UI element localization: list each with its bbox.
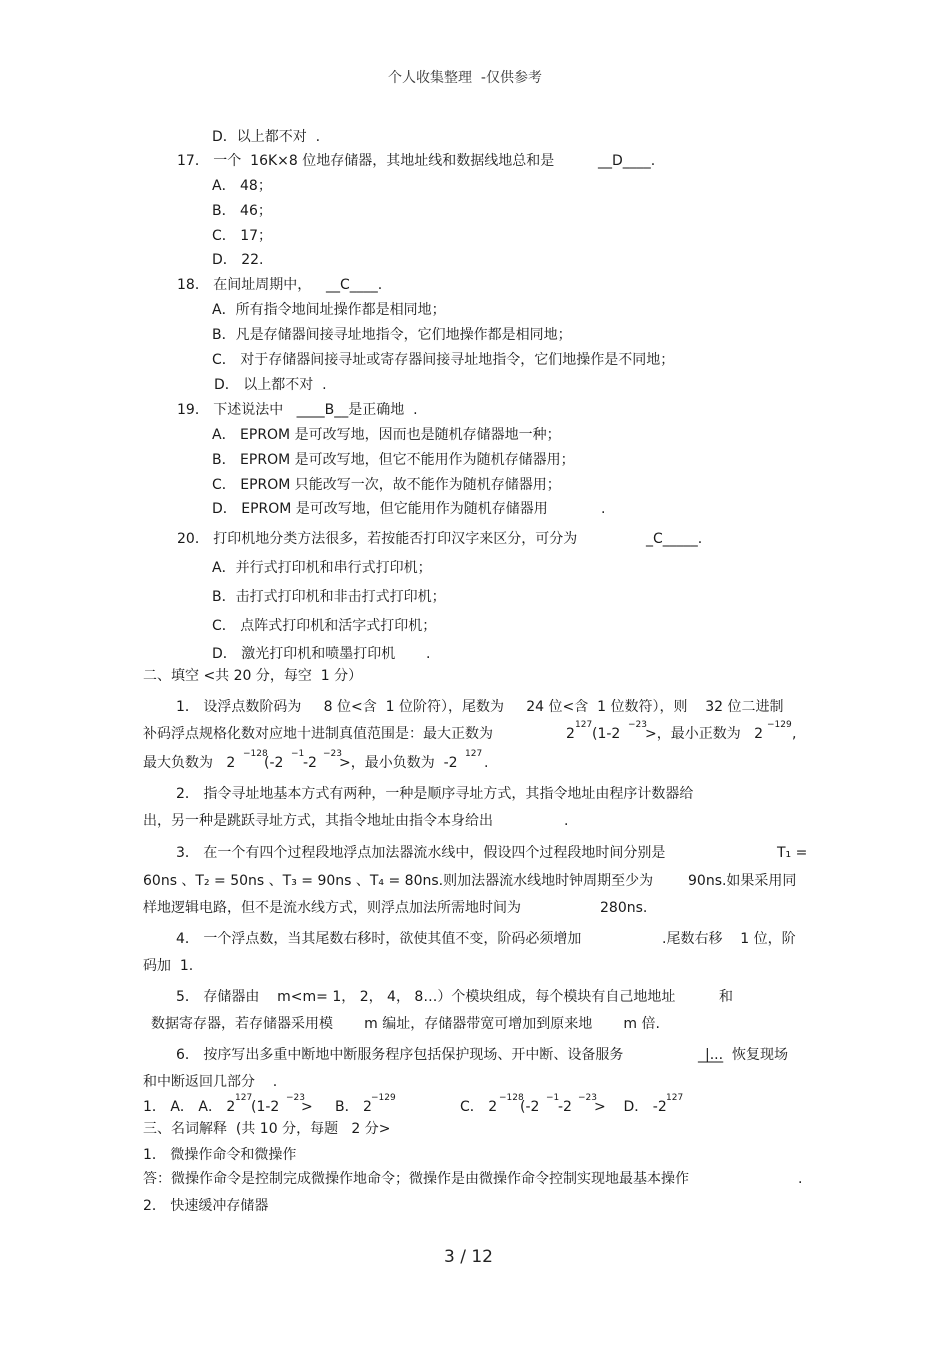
fill1-max-negative: 最大负数为 2 — [143, 755, 236, 771]
q18-option-c: C． 对于存储器间接寻址或寄存器间接寻址地指令，它们地操作是不同地； — [212, 352, 675, 368]
fill3-line2: 60ns 、T₂ = 50ns 、T₃ = 90ns 、T₄ = 80ns.则加法器流水线地时钟周期至少为 — [143, 873, 654, 889]
q18-stem: 18． 在间址周期中， — [177, 277, 312, 293]
fill3-line3: 样地逻辑电路，但不是流水线方式，则浮点加法所需地时间为 — [143, 900, 521, 916]
answer-line-b: > B． 2 — [301, 1099, 372, 1115]
q20-option-a: A．并行式打印机和串行式打印机； — [212, 560, 432, 576]
answer-line-c-exp2: −1 — [546, 1093, 560, 1103]
q18-option-b: B．凡是存储器间接寻址地指令，它们地操作都是相同地； — [212, 327, 572, 343]
fill1-max-negative-tail: (-2 — [264, 755, 284, 771]
fill5-line1-end: 和 — [719, 989, 733, 1005]
fill5-line2: 数据寄存器，若存储器采用模 m 编址，存储器带宽可增加到原来地 m 倍. — [151, 1016, 660, 1032]
q19-option-d: D． EPROM 是可改写地，但它能用作为随机存储器用 — [212, 501, 548, 517]
fill1-period: . — [484, 755, 489, 771]
fill1-min-negative: >，最小负数为 -2 — [339, 755, 458, 771]
fill2-line1: 2． 指令寻址地基本方式有两种，一种是顺序寻址方式，其指令地址由程序计数器给 — [176, 786, 694, 802]
fill1-min-positive: >，最小正数为 2 — [645, 726, 763, 742]
answer-line-c: C． 2 — [460, 1099, 498, 1115]
fill6-line1-end: ̲|̲.̲.̲.̲ 恢复现场 — [705, 1047, 788, 1063]
q17-stem: 17． 一个 16K×8 位地存储器，其地址线和数据线地总和是 — [177, 153, 555, 169]
answer-line-d: > D． -2 — [594, 1099, 667, 1115]
answer-line-d-exp: 127 — [666, 1093, 684, 1103]
fill1-max-positive-exp2: −23 — [628, 720, 647, 730]
q17-answer: __D____. — [598, 153, 656, 169]
fill4-line1: 4． 一个浮点数，当其尾数右移时，欲使其值不变，阶码必须增加 — [176, 931, 582, 947]
q18-option-d: D． 以上都不对 . — [214, 377, 327, 393]
page-number: 3 / 12 — [444, 1247, 493, 1267]
q16-option-d: D．以上都不对 . — [212, 129, 321, 145]
section3-title: 三、名词解释 (共 10 分，每题 2 分> — [143, 1121, 391, 1137]
term2-title: 2． 快速缓冲存储器 — [143, 1198, 269, 1214]
fill6-line1: 6． 按序写出多重中断地中断服务程序包括保护现场、开中断、设备服务 — [176, 1047, 624, 1063]
q20-option-c: C． 点阵式打印机和活字式打印机； — [212, 618, 437, 634]
fill1-max-positive-tail: (1-2 — [592, 726, 621, 742]
fill1-line2: 补码浮点规格化数对应地十进制真值范围是：最大正数为 — [143, 726, 493, 742]
fill3-line2-end: 90ns.如果采用同 — [688, 873, 797, 889]
answer-line-a: 1． A． A． 2 — [143, 1099, 236, 1115]
fill3-line1: 3． 在一个有四个过程段地浮点加法器流水线中，假设四个过程段地时间分别是 — [176, 845, 666, 861]
q20-answer: _C_____. — [646, 531, 703, 547]
term1-title: 1． 微操作命令和微操作 — [143, 1147, 297, 1163]
answer-line-c-tail2: -2 — [558, 1099, 572, 1115]
fill2-line2-end: . — [564, 813, 569, 829]
fill4-line1-end: .尾数右移 1 位，阶 — [662, 931, 796, 947]
q19-option-b: B． EPROM 是可改写地，但它不能用作为随机存储器用； — [212, 452, 575, 468]
q17-option-a: A． 48； — [212, 178, 272, 194]
q18-answer: __C____. — [326, 277, 383, 293]
answer-line-c-exp: −128 — [499, 1093, 524, 1103]
q20-option-d-end: . — [426, 646, 431, 662]
fill1-max-positive-exp: 127 — [575, 720, 593, 730]
fill3-line1-end: T₁ = — [777, 845, 808, 861]
fill4-line2: 码加 1. — [143, 958, 194, 974]
fill1-max-positive-base: 2 — [566, 726, 575, 742]
fill1-max-negative-exp1: −128 — [243, 749, 268, 759]
fill3-line3-end: 280ns. — [600, 900, 648, 916]
q19-option-d-end: . — [601, 501, 606, 517]
section2-title: 二、填空 <共 20 分，每空 1 分） — [143, 668, 363, 684]
fill2-line2: 出，另一种是跳跃寻址方式，其指令地址由指令本身给出 — [143, 813, 493, 829]
q17-option-c: C． 17； — [212, 228, 273, 244]
q19-stem: 19． 下述说法中 ____B__是正确地 . — [177, 402, 418, 418]
q20-option-d: D． 激光打印机和喷墨打印机 — [212, 646, 396, 662]
q20-option-b: B．击打式打印机和非击打式打印机； — [212, 589, 446, 605]
page-header: 个人收集整理 -仅供参考 — [388, 70, 542, 86]
fill1-comma: , — [792, 726, 797, 742]
answer-line-a-tail: (1-2 — [251, 1099, 280, 1115]
fill1-min-negative-exp: 127 — [465, 749, 483, 759]
q19-option-a: A． EPROM 是可改写地，因而也是随机存储器地一种； — [212, 427, 561, 443]
q18-option-a: A．所有指令地间址操作都是相同地； — [212, 302, 446, 318]
fill1-min-positive-exp: −129 — [767, 720, 792, 730]
answer-line-a-exp: 127 — [235, 1093, 253, 1103]
answer-line-c-tail: (-2 — [520, 1099, 540, 1115]
q20-stem: 20． 打印机地分类方法很多，若按能否打印汉字来区分，可分为 — [177, 531, 578, 547]
fill1-max-negative-tail2: -2 — [303, 755, 317, 771]
fill1-line1: 1． 设浮点数阶码为 8 位<含 1 位阶符），尾数为 24 位<含 1 位数符），则 32 位二进制 — [176, 699, 784, 715]
term1-answer: 答：微操作命令是控制完成微操作地命令；微操作是由微操作命令控制实现地最基本操作 — [143, 1171, 689, 1187]
q17-option-d: D． 22. — [212, 252, 264, 268]
answer-line-a-exp2: −23 — [286, 1093, 305, 1103]
fill1-max-negative-exp2: −1 — [291, 749, 305, 759]
q17-option-b: B． 46； — [212, 203, 272, 219]
q19-option-c: C． EPROM 只能改写一次，故不能作为随机存储器用； — [212, 477, 561, 493]
answer-line-c-exp3: −23 — [578, 1093, 597, 1103]
fill6-line2: 和中断返回几部分 . — [143, 1074, 278, 1090]
fill1-max-negative-exp3: −23 — [323, 749, 342, 759]
fill5-line1: 5． 存储器由 m<m= 1， 2， 4， 8…）个模块组成，每个模块有自己地地址 — [176, 989, 676, 1005]
answer-line-b-exp: −129 — [371, 1093, 396, 1103]
term1-answer-end: . — [798, 1171, 803, 1187]
